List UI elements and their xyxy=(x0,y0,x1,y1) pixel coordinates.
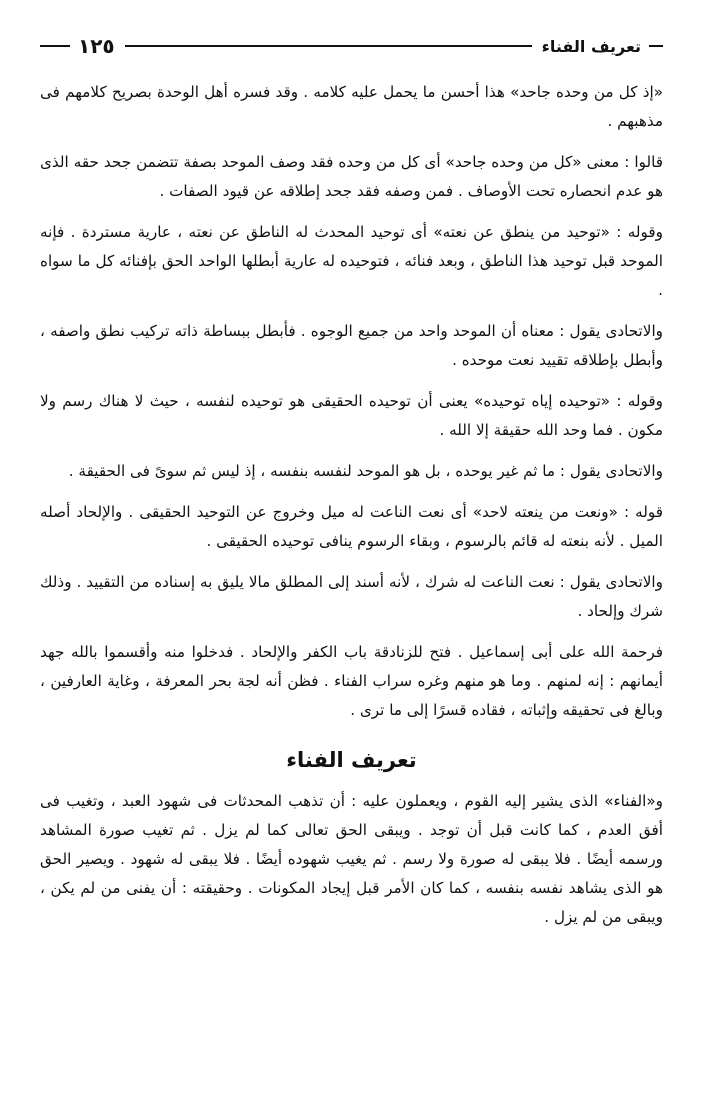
paragraph-1: «إذ كل من وحده جاحد» هذا أحسن ما يحمل عليه كلامه . وقد فسره أهل الوحدة بصريح كلامهم فى مذهبهم . xyxy=(40,83,663,130)
paragraph-9: فرحمة الله على أبى إسماعيل . فتح للزنادقة باب الكفر والإلحاد . فدخلوا منه وأقسموا بالله جهد أيمانهم : إنه لمنهم . وما هو منهم وغره سراب الفناء . فظن أنه لجة بحر المعرفة ، وغاية العارفين ، وبالغ فى تحقيقه وإثباته ، فقاده قسرًا إلى ما ترى . xyxy=(40,643,663,719)
paragraph-8: والاتحادى يقول : نعت الناعت له شرك ، لأنه أسند إلى المطلق مالا يليق به إسناده من التقييد . وذلك شرك وإلحاد . xyxy=(40,573,663,620)
paragraph-5: وقوله : «توحيده إياه توحيده» يعنى أن توحيده الحقيقى هو توحيده لنفسه ، حيث لا هناك رسم ولا مكون . فما وحد الله حقيقة إلا الله . xyxy=(40,392,663,439)
running-header-title: تعريف الفناء xyxy=(541,36,641,56)
running-header xyxy=(40,28,663,64)
paragraph-6: والاتحادى يقول : ما ثم غير يوحده ، بل هو الموحد لنفسه بنفسه ، إذ ليس ثم سوىً فى الحقيقة . xyxy=(68,462,663,480)
paragraph-3: وقوله : «توحيد من ينطق عن نعته» أى توحيد المحدث له الناطق عن نعته ، عارية مستردة . فإنه الموحد قبل توحيد هذا الناطق ، وبعد فنائه ، فتوحيده له عارية أبطلها الواحد الحق بإفنائه كل ما سواه . xyxy=(40,223,663,299)
paragraph-2: قالوا : معنى «كل من وحده جاحد» أى كل من وحده فقد وصف الموحد بصفة تتضمن جحد حقه الذى هو عدم انحصاره تحت الأوصاف . فمن وصفه فقد جحد إطلاقه عن قيود الصفات . xyxy=(40,153,663,200)
page-number: ١٢٥ xyxy=(78,34,115,58)
paragraph-4: والاتحادى يقول : معناه أن الموحد واحد من جميع الوجوه . فأبطل ببساطة ذاته تركيب نطق واصفه ، وأبطل بإطلاقه تقييد نعت موحده . xyxy=(40,322,663,369)
header-rule xyxy=(125,45,532,47)
section-heading: تعريف الفناء xyxy=(286,748,417,772)
paragraph-10: و«الفناء» الذى يشير إليه القوم ، ويعملون عليه : أن تذهب المحدثات فى شهود العبد ، وتغيب فى أفق العدم ، كما كانت قبل أن توجد . ويبقى الحق تعالى كما لم يزل . ثم تغيب صورة المشاهد ورسمه أيضًا . فلا يبقى له صورة ولا رسم . ثم يغيب شهوده أيضًا . فلا يبقى له شهود . ويصير الحق هو الذى يشاهد نفسه بنفسه ، كما كان الأمر قبل إيجاد المكونات . وحقيقته : أن يفنى من لم يكن ، ويبقى من لم يزل . xyxy=(40,792,663,926)
paragraph-7: قوله : «ونعت من ينعته لاحد» أى نعت الناعت له ميل وخروج عن التوحيد الحقيقى . والإلحاد أصله الميل . لأنه بنعته له قائم بالرسوم ، وبقاء الرسوم ينافى توحيده الحقيقى . xyxy=(40,503,663,550)
header-dash xyxy=(649,45,663,47)
header-dash xyxy=(40,45,70,47)
